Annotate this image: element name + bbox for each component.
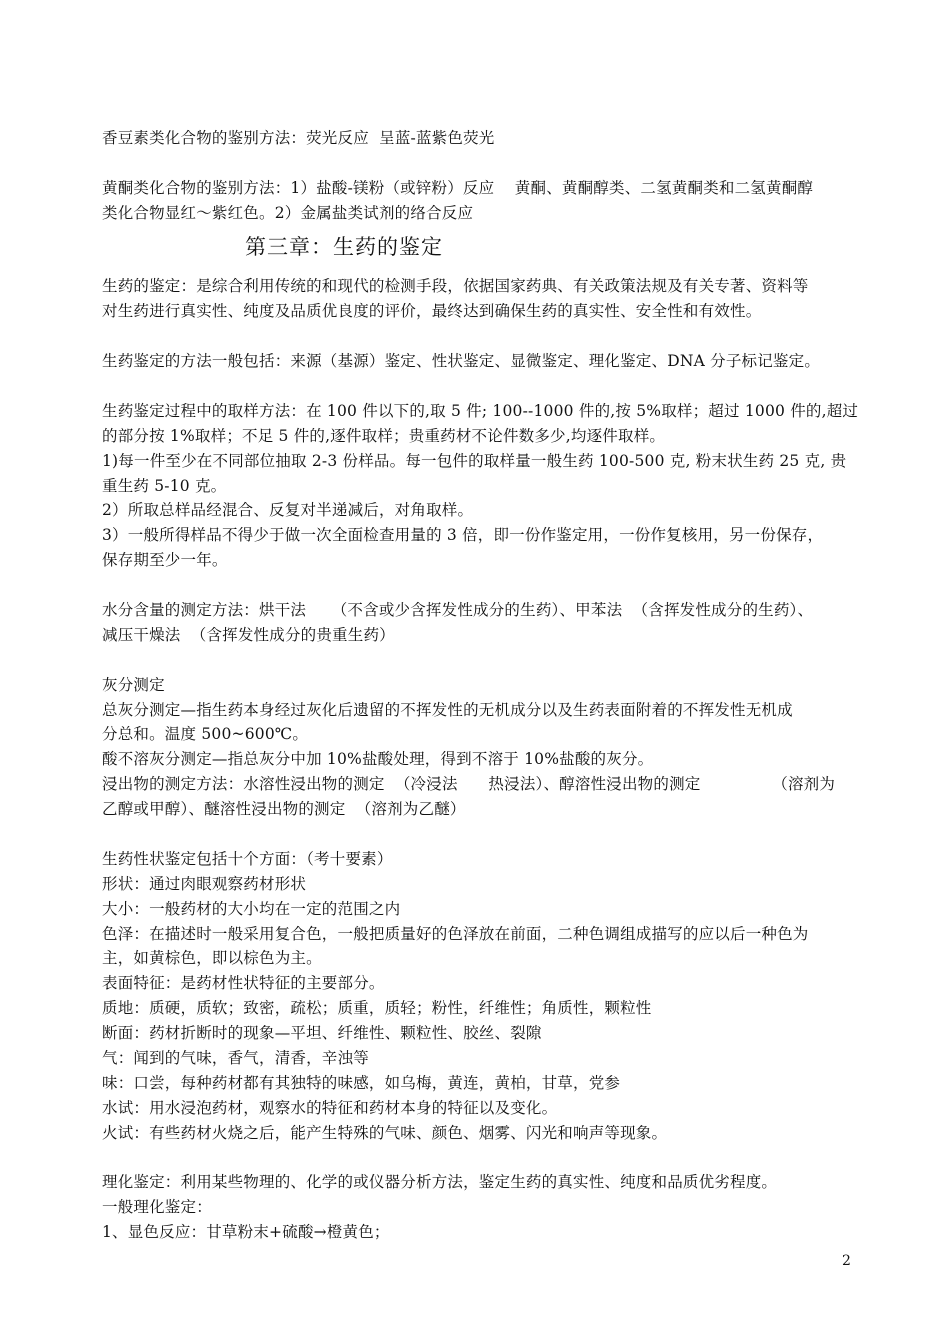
- text-line: 水试：用水浸泡药材，观察水的特征和药材本身的特征以及变化。: [102, 1099, 558, 1117]
- text-line: 形状：通过肉眼观察药材形状: [102, 875, 307, 893]
- text-line: 分总和。温度 500~600℃。: [102, 725, 309, 743]
- text-line: 生药鉴定过程中的取样方法：在 100 件以下的,取 5 件; 100--1000 件的,按 5%取样；超过 1000 件的,超过: [102, 402, 859, 420]
- chapter-heading: 第三章：生药的鉴定: [245, 235, 443, 259]
- page-number: 2: [842, 1253, 851, 1269]
- text-line: 总灰分测定—指生药本身经过灰化后遗留的不挥发性的无机成分以及生药表面附着的不挥发性无机成: [102, 701, 793, 719]
- text-line: 味：口尝，每种药材都有其独特的味感，如乌梅，黄连，黄柏，甘草，党参: [102, 1074, 621, 1092]
- text-line: 1)每一件至少在不同部位抽取 2-3 份样品。每一包件的取样量一般生药 100-500 克, 粉末状生药 25 克, 贵: [102, 452, 847, 470]
- text-line: 质地：质硬，质软；致密，疏松；质重，质轻；粉性，纤维性；角质性，颗粒性: [102, 999, 652, 1017]
- text-line: 灰分测定: [102, 676, 165, 694]
- text-line: 减压干燥法 （含挥发性成分的贵重生药）: [102, 626, 395, 644]
- text-line: 生药的鉴定：是综合利用传统的和现代的检测手段，依据国家药典、有关政策法规及有关专著、资料等: [102, 277, 809, 295]
- text-line: 色泽：在描述时一般采用复合色，一般把质量好的色泽放在前面，二种色调组成描写的应以后一种色为: [102, 925, 809, 943]
- text-line: 火试：有些药材火烧之后，能产生特殊的气味、颜色、烟雾、闪光和响声等现象。: [102, 1124, 668, 1142]
- text-line: 生药性状鉴定包括十个方面：（考十要素）: [102, 850, 393, 868]
- text-line: 2）所取总样品经混合、反复对半递减后，对角取样。: [102, 501, 474, 519]
- text-line: 类化合物显红～紫红色。2）金属盐类试剂的络合反应: [102, 204, 474, 222]
- text-line: 1、显色反应：甘草粉末+硫酸→橙黄色；: [102, 1223, 390, 1241]
- text-line: 一般理化鉴定：: [102, 1198, 212, 1216]
- text-line: 表面特征：是药材性状特征的主要部分。: [102, 974, 385, 992]
- text-line: 对生药进行真实性、纯度及品质优良度的评价，最终达到确保生药的真实性、安全性和有效性。: [102, 302, 762, 320]
- text-line: 乙醇或甲醇）、醚溶性浸出物的测定 （溶剂为乙醚）: [102, 800, 466, 818]
- text-line: 重生药 5-10 克。: [102, 477, 227, 495]
- text-line: 大小：一般药材的大小均在一定的范围之内: [102, 900, 401, 918]
- text-line: 保存期至少一年。: [102, 551, 228, 569]
- text-line: 黄酮类化合物的鉴别方法：1）盐酸-镁粉（或锌粉）反应 黄酮、黄酮醇类、二氢黄酮类和二氢黄酮醇: [102, 179, 814, 197]
- text-line: 水分含量的测定方法：烘干法 （不含或少含挥发性成分的生药）、甲苯法 （含挥发性成分的生药）、: [102, 601, 814, 619]
- text-line: 酸不溶灰分测定—指总灰分中加 10%盐酸处理，得到不溶于 10%盐酸的灰分。: [102, 750, 654, 768]
- text-line: 香豆素类化合物的鉴别方法：荧光反应 呈蓝-蓝紫色荧光: [102, 129, 495, 147]
- text-line: 理化鉴定：利用某些物理的、化学的或仪器分析方法，鉴定生药的真实性、纯度和品质优劣程度。: [102, 1173, 778, 1191]
- text-line: 生药鉴定的方法一般包括：来源（基源）鉴定、性状鉴定、显微鉴定、理化鉴定、DNA 分子标记鉴定。: [102, 352, 821, 370]
- text-line: 3）一般所得样品不得少于做一次全面检查用量的 3 倍，即一份作鉴定用，一份作复核用，另一份保存，: [102, 526, 824, 544]
- text-line: 主，如黄棕色，即以棕色为主。: [102, 949, 322, 967]
- text-line: 断面：药材折断时的现象—平坦、纤维性、颗粒性、胶丝、裂隙: [102, 1024, 542, 1042]
- text-line: 浸出物的测定方法：水溶性浸出物的测定 （冷浸法 热浸法）、醇溶性浸出物的测定 （溶剂为: [102, 775, 836, 793]
- text-line: 气：闻到的气味，香气，清香，辛浊等: [102, 1049, 369, 1067]
- text-line: 的部分按 1%取样；不足 5 件的,逐件取样；贵重药材不论件数多少,均逐件取样。: [102, 427, 666, 445]
